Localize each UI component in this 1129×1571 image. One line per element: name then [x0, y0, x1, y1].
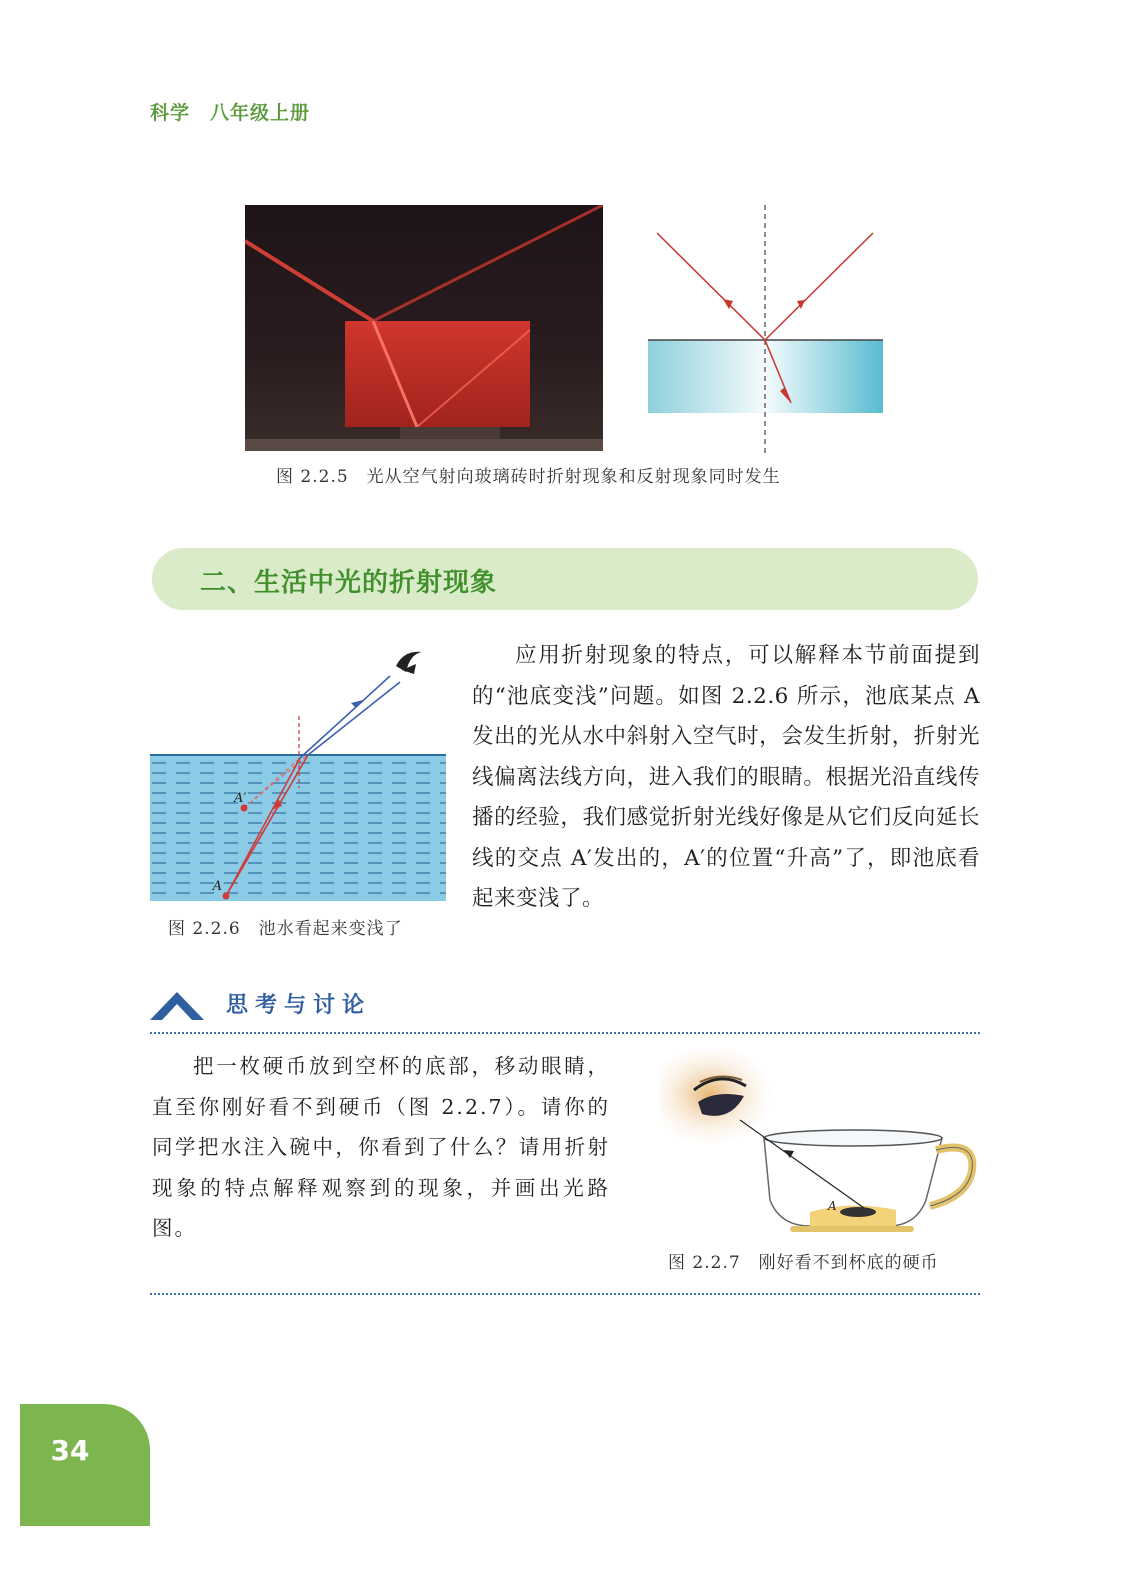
point-a-label: A [212, 879, 222, 894]
page-number: 34 [50, 1434, 90, 1467]
paragraph-text: 应用折射现象的特点，可以解释本节前面提到的“池底变浅”问题。如图 2.2.6 所示，池底某点 A 发出的光从水中斜射入空气时，会发生折射，折射光线偏离法线方向，进入我们的眼睛。根据光沿直线传播的经验，我们感觉折射光线好像是从它们反向延长线的交点 A′发出的，A′的位置“升高”了，即池底看起来变浅了。 [472, 643, 980, 911]
divider-top [150, 1032, 980, 1034]
think-discuss-body [152, 1046, 610, 1249]
section-heading [152, 548, 978, 610]
page-number-tab [20, 1404, 150, 1526]
body-paragraph [472, 636, 980, 920]
divider-bottom [150, 1293, 980, 1295]
figure-2-2-5-diagram [645, 205, 887, 453]
coin-a-label: A [828, 1199, 837, 1213]
think-discuss-text: 把一枚硬币放到空杯的底部，移动眼睛，直至你刚好看不到硬币（图 2.2.7）。请你的同学把水注入碗中，你看到了什么？请用折射现象的特点解释观察到的现象，并画出光路图。 [152, 1054, 610, 1240]
figure-2-2-6-diagram [150, 638, 448, 904]
point-a-prime-label: A′ [234, 791, 247, 806]
figure-2-2-7-diagram [660, 1050, 980, 1240]
section-title: 二、生活中光的折射现象 [200, 568, 498, 598]
think-discuss-title: 思考与讨论 [226, 993, 372, 1018]
figure-2-2-7-caption: 图 2.2.7 刚好看不到杯底的硬币 [668, 1253, 939, 1273]
mountain-icon [150, 990, 204, 1020]
figure-2-2-5-caption: 图 2.2.5 光从空气射向玻璃砖时折射现象和反射现象同时发生 [276, 467, 781, 487]
figure-2-2-6-caption: 图 2.2.6 池水看起来变浅了 [168, 919, 403, 939]
book-title: 科学 八年级上册 [150, 102, 311, 124]
think-discuss-header [150, 988, 980, 1024]
figure-2-2-5-photo [245, 205, 603, 451]
